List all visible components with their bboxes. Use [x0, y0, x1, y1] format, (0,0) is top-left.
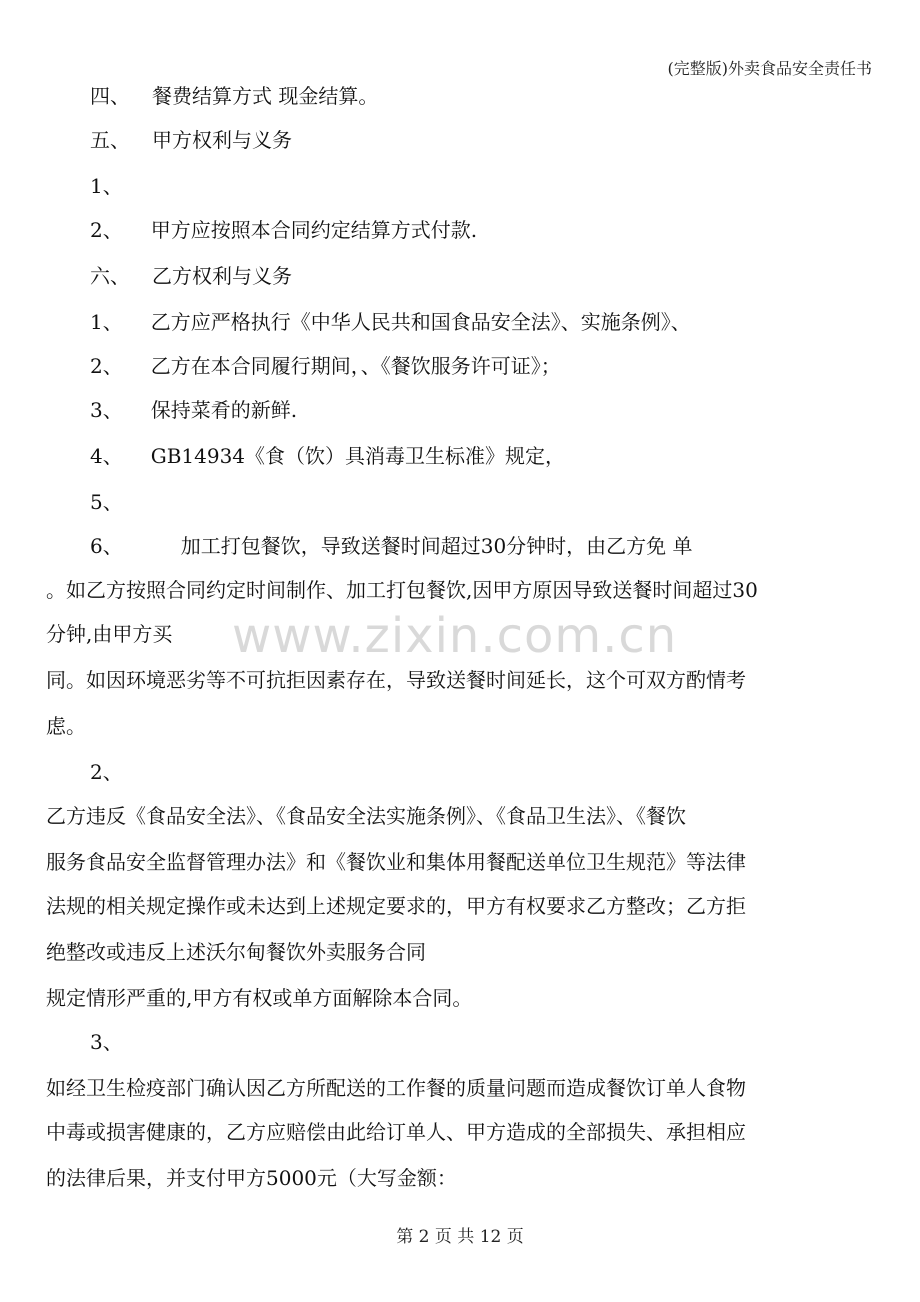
- paragraph-line: 规定情形严重的,甲方有权或单方面解除本合同。: [46, 986, 473, 1010]
- paragraph-line: 分钟,由甲方买: [46, 622, 173, 646]
- page-footer: 第 2 页 共 12 页: [396, 1227, 524, 1247]
- item-text: 乙方在本合同履行期间，、《餐饮服务许可证》；: [150, 354, 561, 378]
- section-4-line: [90, 84, 378, 108]
- paragraph-line: 绝整改或违反上述沃尔甸餐饮外卖服务合同: [46, 940, 426, 964]
- paragraph-line: 服务食品安全监督管理办法》和《餐饮业和集体用餐配送单位卫生规范》等法律: [46, 850, 746, 874]
- paragraph-line: 的法律后果，并支付甲方5000元（大写金额：: [46, 1166, 457, 1190]
- list-item: [90, 534, 693, 558]
- list-item: [90, 398, 297, 422]
- item-number: 2、: [90, 354, 123, 378]
- paragraph-line: 虑。: [46, 714, 86, 738]
- item-number: 3、: [90, 398, 123, 422]
- item-number: 1、: [90, 174, 123, 198]
- item-number: 4、: [90, 444, 123, 468]
- item-number: 2、: [90, 218, 123, 242]
- list-item: [90, 490, 151, 514]
- section-5-line: [90, 128, 292, 152]
- item-number: 5、: [90, 490, 123, 514]
- list-item: [90, 354, 561, 378]
- list-item: [90, 444, 565, 468]
- list-item: [90, 218, 477, 242]
- paragraph-line: 法规的相关规定操作或未达到上述规定要求的，甲方有权要求乙方整改；乙方拒: [46, 894, 746, 918]
- paragraph-line: 同。如因环境恶劣等不可抗拒因素存在，导致送餐时间延长，这个可双方酌情考: [46, 668, 746, 692]
- paragraph-line: 。如乙方按照合同约定时间制作、加工打包餐饮,因甲方原因导致送餐时间超过30: [46, 578, 758, 602]
- item-text: 加工打包餐饮，导致送餐时间超过30分钟时，由乙方免 单: [180, 534, 693, 558]
- list-item: [90, 174, 151, 198]
- paragraph-line: 中毒或损害健康的，乙方应赔偿由此给订单人、甲方造成的全部损失、承担相应: [46, 1120, 746, 1144]
- list-item: [90, 310, 691, 334]
- item-text: 保持菜肴的新鲜.: [150, 398, 298, 422]
- item-number: 六、: [90, 264, 130, 288]
- item-text: 餐费结算方式 现金结算。: [152, 84, 379, 108]
- item-number: 3、: [90, 1030, 123, 1054]
- watermark: www.zixin.com.cn: [232, 608, 678, 664]
- paragraph-line: 如经卫生检疫部门确认因乙方所配送的工作餐的质量问题而造成餐饮订单人食物: [46, 1076, 746, 1100]
- item-text: 乙方应严格执行《中华人民共和国食品安全法》、实施条例》、: [150, 310, 691, 334]
- item-text: 甲方权利与义务: [152, 128, 292, 152]
- section-6-line: [90, 264, 292, 288]
- item-text: 甲方应按照本合同约定结算方式付款.: [150, 218, 478, 242]
- item-number: 2、: [90, 760, 123, 784]
- item-text: 乙方权利与义务: [152, 264, 292, 288]
- item-number: 五、: [90, 128, 130, 152]
- item-text: GB14934《食（饮）具消毒卫生标准》规定，: [150, 444, 566, 468]
- item-number: 四、: [90, 84, 130, 108]
- item-number: 1、: [90, 310, 123, 334]
- paragraph-line: 乙方违反《食品安全法》、《食品安全法实施条例》、《食品卫生法》、《餐饮: [46, 804, 686, 828]
- item-number: 6、: [90, 534, 123, 558]
- document-header: (完整版)外卖食品安全责任书: [667, 59, 872, 78]
